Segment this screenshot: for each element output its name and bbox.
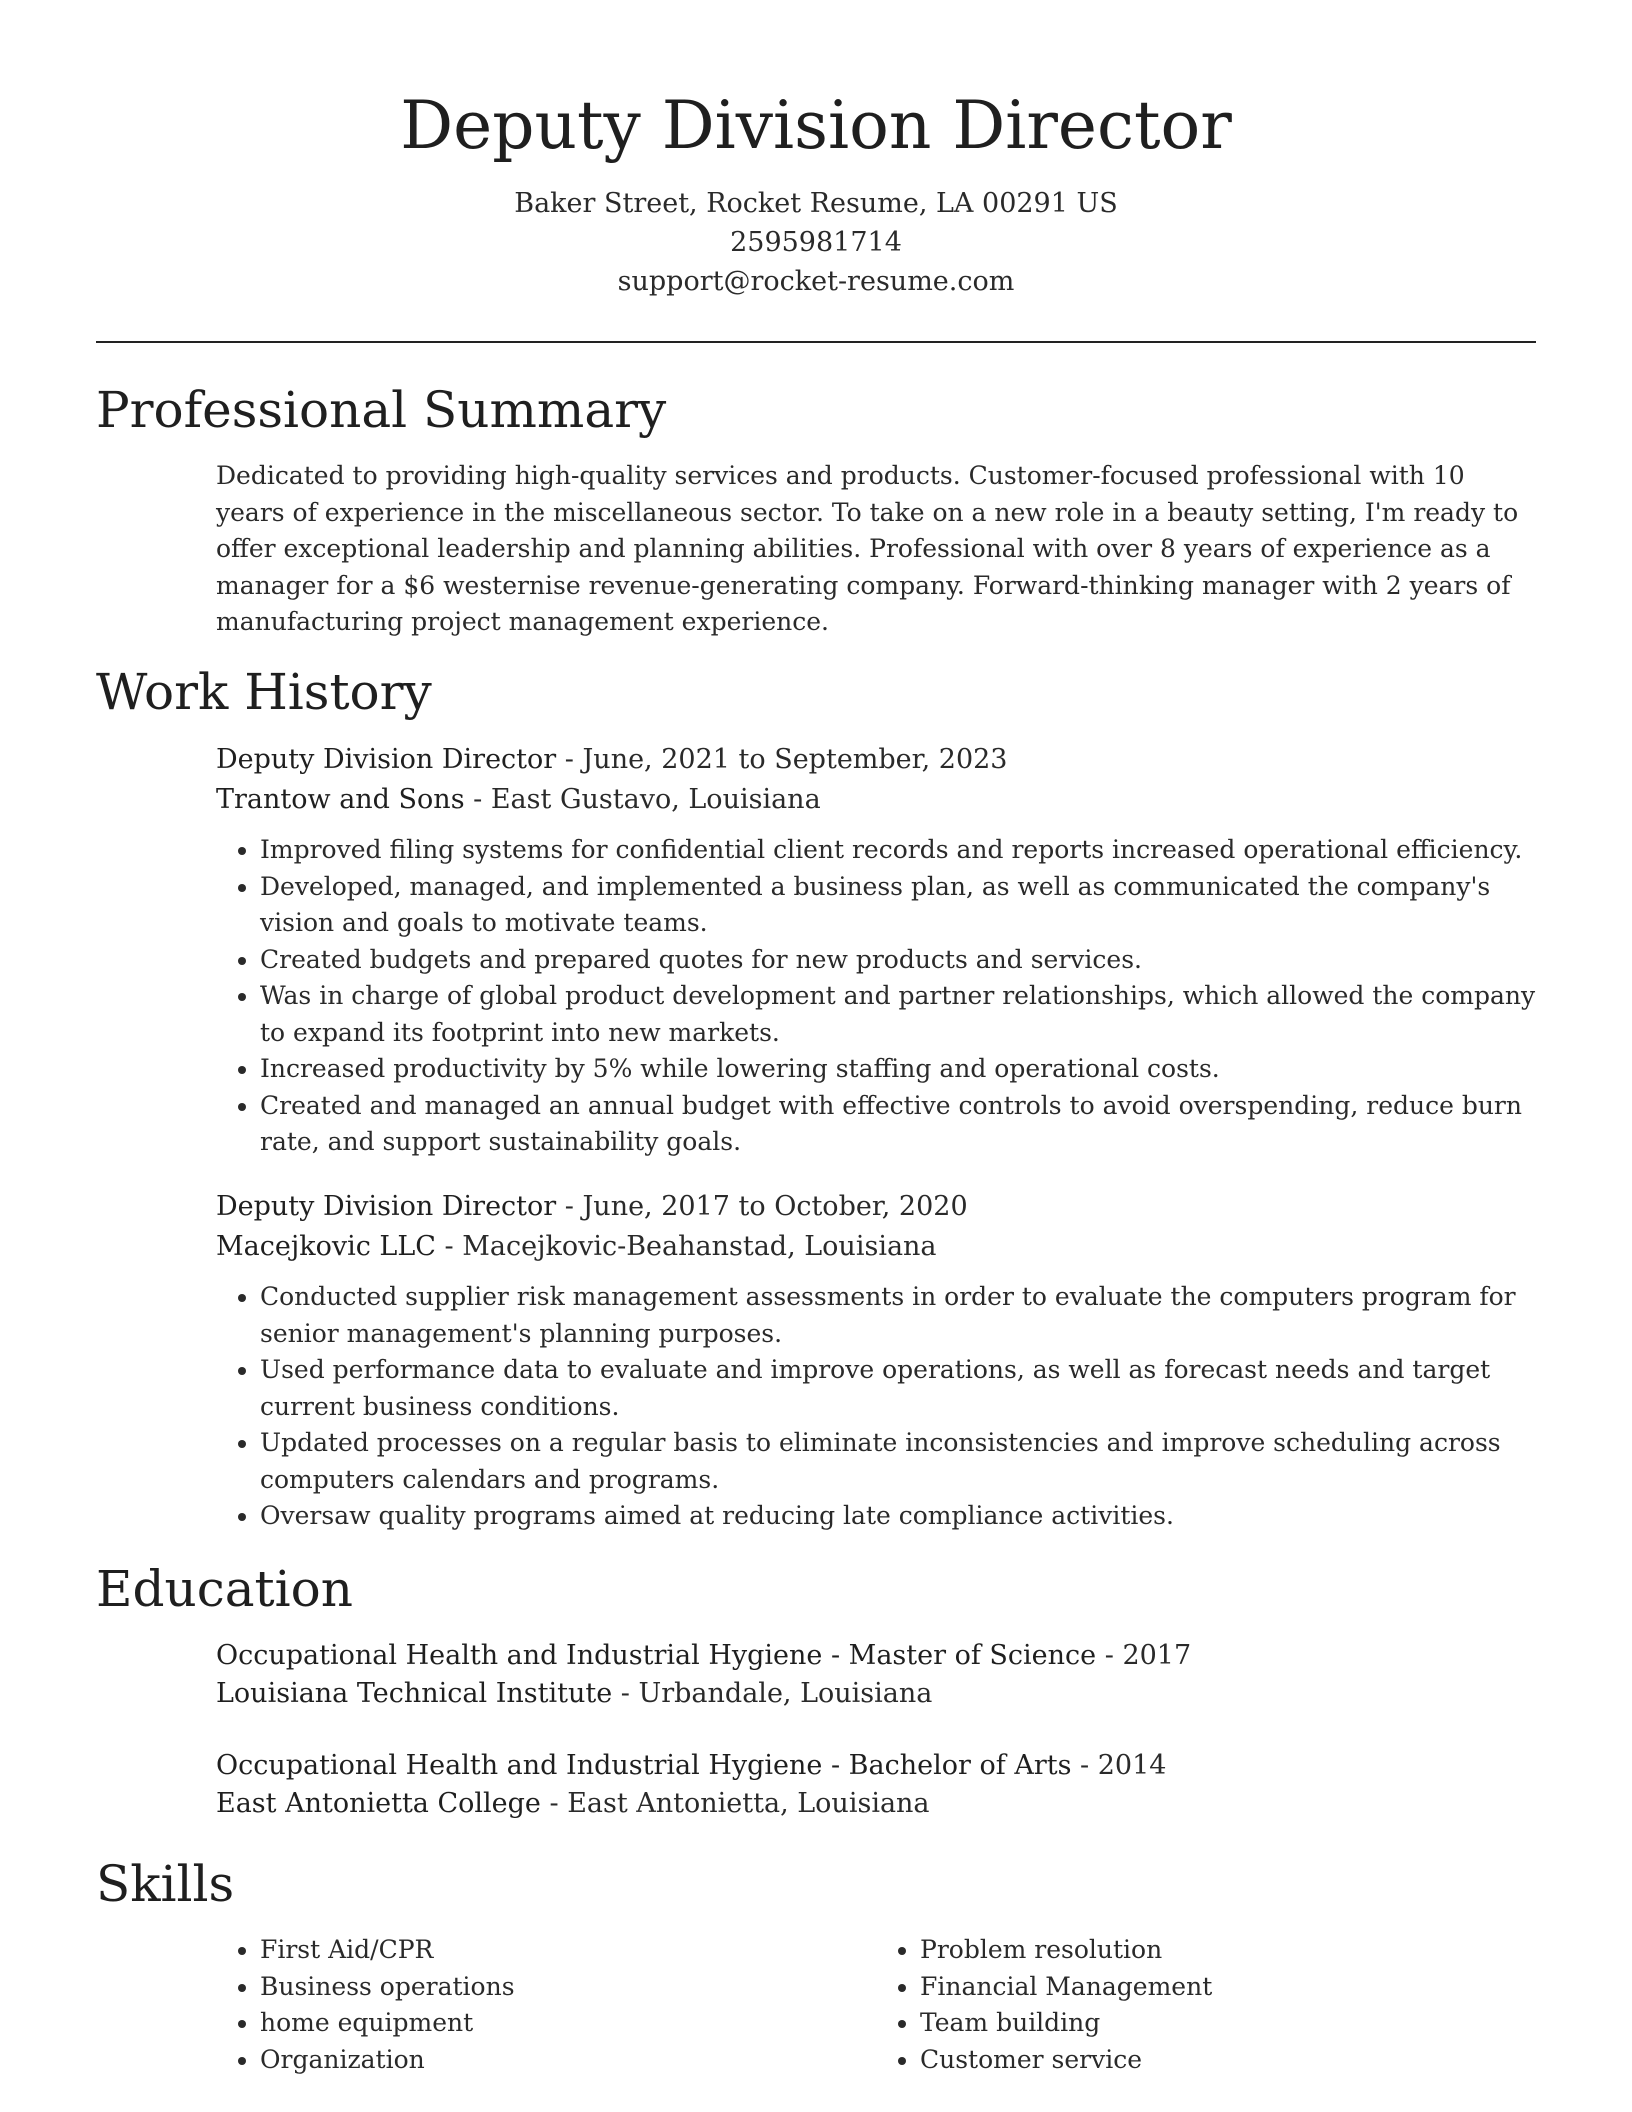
education-school: Louisiana Technical Institute — [216, 1678, 613, 1709]
education-degree: - Master of Science — [822, 1640, 1097, 1671]
list-item: • Used performance data to evaluate and improve operations, as well as forecast needs and target current business conditions. — [260, 1352, 1536, 1425]
education-entry — [216, 1747, 1536, 1823]
education-entry — [216, 1637, 1536, 1713]
education-field: Occupational Health and Industrial Hygiene — [216, 1640, 823, 1671]
skill-item: • Financial Management — [920, 1969, 1536, 2006]
job-company: Macejkovic LLC — [216, 1231, 436, 1262]
contact-address: Baker Street, Rocket Resume, LA 00291 US — [514, 188, 1118, 219]
education-location: - Urbandale, Louisiana — [612, 1678, 933, 1709]
skill-item: • Team building — [920, 2005, 1536, 2042]
education-heading: Education — [96, 1560, 353, 1618]
list-item: • Increased productivity by 5% while lowering staffing and operational costs. — [260, 1051, 1536, 1088]
education-degree-line — [216, 1637, 1536, 1675]
job-location: - East Gustavo, Louisiana — [464, 784, 821, 815]
job-dates: - June, 2017 to October, 2020 — [556, 1191, 968, 1222]
job-dates: - June, 2021 to September, 2023 — [556, 744, 1008, 775]
skills-list — [216, 1932, 1536, 2078]
job-entry — [216, 1187, 1536, 1535]
education-year: - 2017 — [1096, 1640, 1192, 1671]
list-item: • Created and managed an annual budget with effective controls to avoid overspending, reduce burn rate, and support sustainability goals. — [260, 1088, 1536, 1161]
job-role: Deputy Division Director — [216, 744, 557, 775]
candidate-name: Deputy Division Director — [400, 87, 1232, 164]
list-item: • Was in charge of global product development and partner relationships, which allowed the company to expand its footprint into new markets. — [260, 978, 1536, 1051]
contact-phone: 2595981714 — [730, 227, 902, 258]
summary-heading: Professional Summary — [96, 381, 667, 439]
contact-email: support@rocket-resume.com — [617, 266, 1015, 297]
education-field: Occupational Health and Industrial Hygiene — [216, 1750, 823, 1781]
list-item: • Conducted supplier risk management assessments in order to evaluate the computers program for senior management's planning purposes. — [260, 1279, 1536, 1352]
job-company-line — [216, 780, 1536, 820]
summary-section — [216, 458, 1536, 641]
skill-item: • Customer service — [920, 2042, 1536, 2079]
education-school-line — [216, 1675, 1536, 1713]
education-degree: - Bachelor of Arts — [822, 1750, 1072, 1781]
education-year: - 2014 — [1071, 1750, 1167, 1781]
job-title-line — [216, 1187, 1536, 1227]
skill-item: • Problem resolution — [920, 1932, 1536, 1969]
work-history-heading: Work History — [96, 663, 432, 721]
list-item: • Updated processes on a regular basis to eliminate inconsistencies and improve scheduling across computers calendars and programs. — [260, 1425, 1536, 1498]
job-location: - Macejkovic-Beahanstad, Louisiana — [435, 1231, 937, 1262]
list-item: • Created budgets and prepared quotes for new products and services. — [260, 942, 1536, 979]
skills-heading: Skills — [96, 1855, 235, 1913]
skill-item: • home equipment — [260, 2005, 876, 2042]
summary-text: Dedicated to providing high-quality services and products. Customer-focused professional with 10 years of experience in the miscellaneous sector. To take on a new role in a beauty setting, I'm ready to offer exceptional leadership and planning abilities. Professional with over 8 years of experience as a manager for a $6 westernise revenue-generating company. Forward-thinking manager with 2 years of manufacturing project management experience. — [216, 461, 1519, 636]
education-school: East Antonietta College — [216, 1788, 541, 1819]
skills-column-left — [216, 1932, 876, 2078]
education-degree-line — [216, 1747, 1536, 1785]
job-company-line — [216, 1227, 1536, 1267]
job-title-line — [216, 740, 1536, 780]
resume-header — [96, 80, 1536, 301]
skill-item: • Business operations — [260, 1969, 876, 2006]
skill-item: • Organization — [260, 2042, 876, 2079]
job-company: Trantow and Sons — [216, 784, 465, 815]
list-item: • Developed, managed, and implemented a business plan, as well as communicated the company's vision and goals to motivate teams. — [260, 869, 1536, 942]
job-role: Deputy Division Director — [216, 1191, 557, 1222]
list-item: • Improved filing systems for confidential client records and reports increased operational efficiency. — [260, 832, 1536, 869]
education-location: - East Antonietta, Louisiana — [540, 1788, 930, 1819]
skill-item: • First Aid/CPR — [260, 1932, 876, 1969]
job-bullets — [216, 832, 1536, 1161]
job-bullets — [216, 1279, 1536, 1535]
list-item: • Oversaw quality programs aimed at reducing late compliance activities. — [260, 1498, 1536, 1535]
education-school-line — [216, 1785, 1536, 1823]
header-divider — [96, 341, 1536, 343]
skills-column-right — [876, 1932, 1536, 2078]
job-entry — [216, 740, 1536, 1161]
